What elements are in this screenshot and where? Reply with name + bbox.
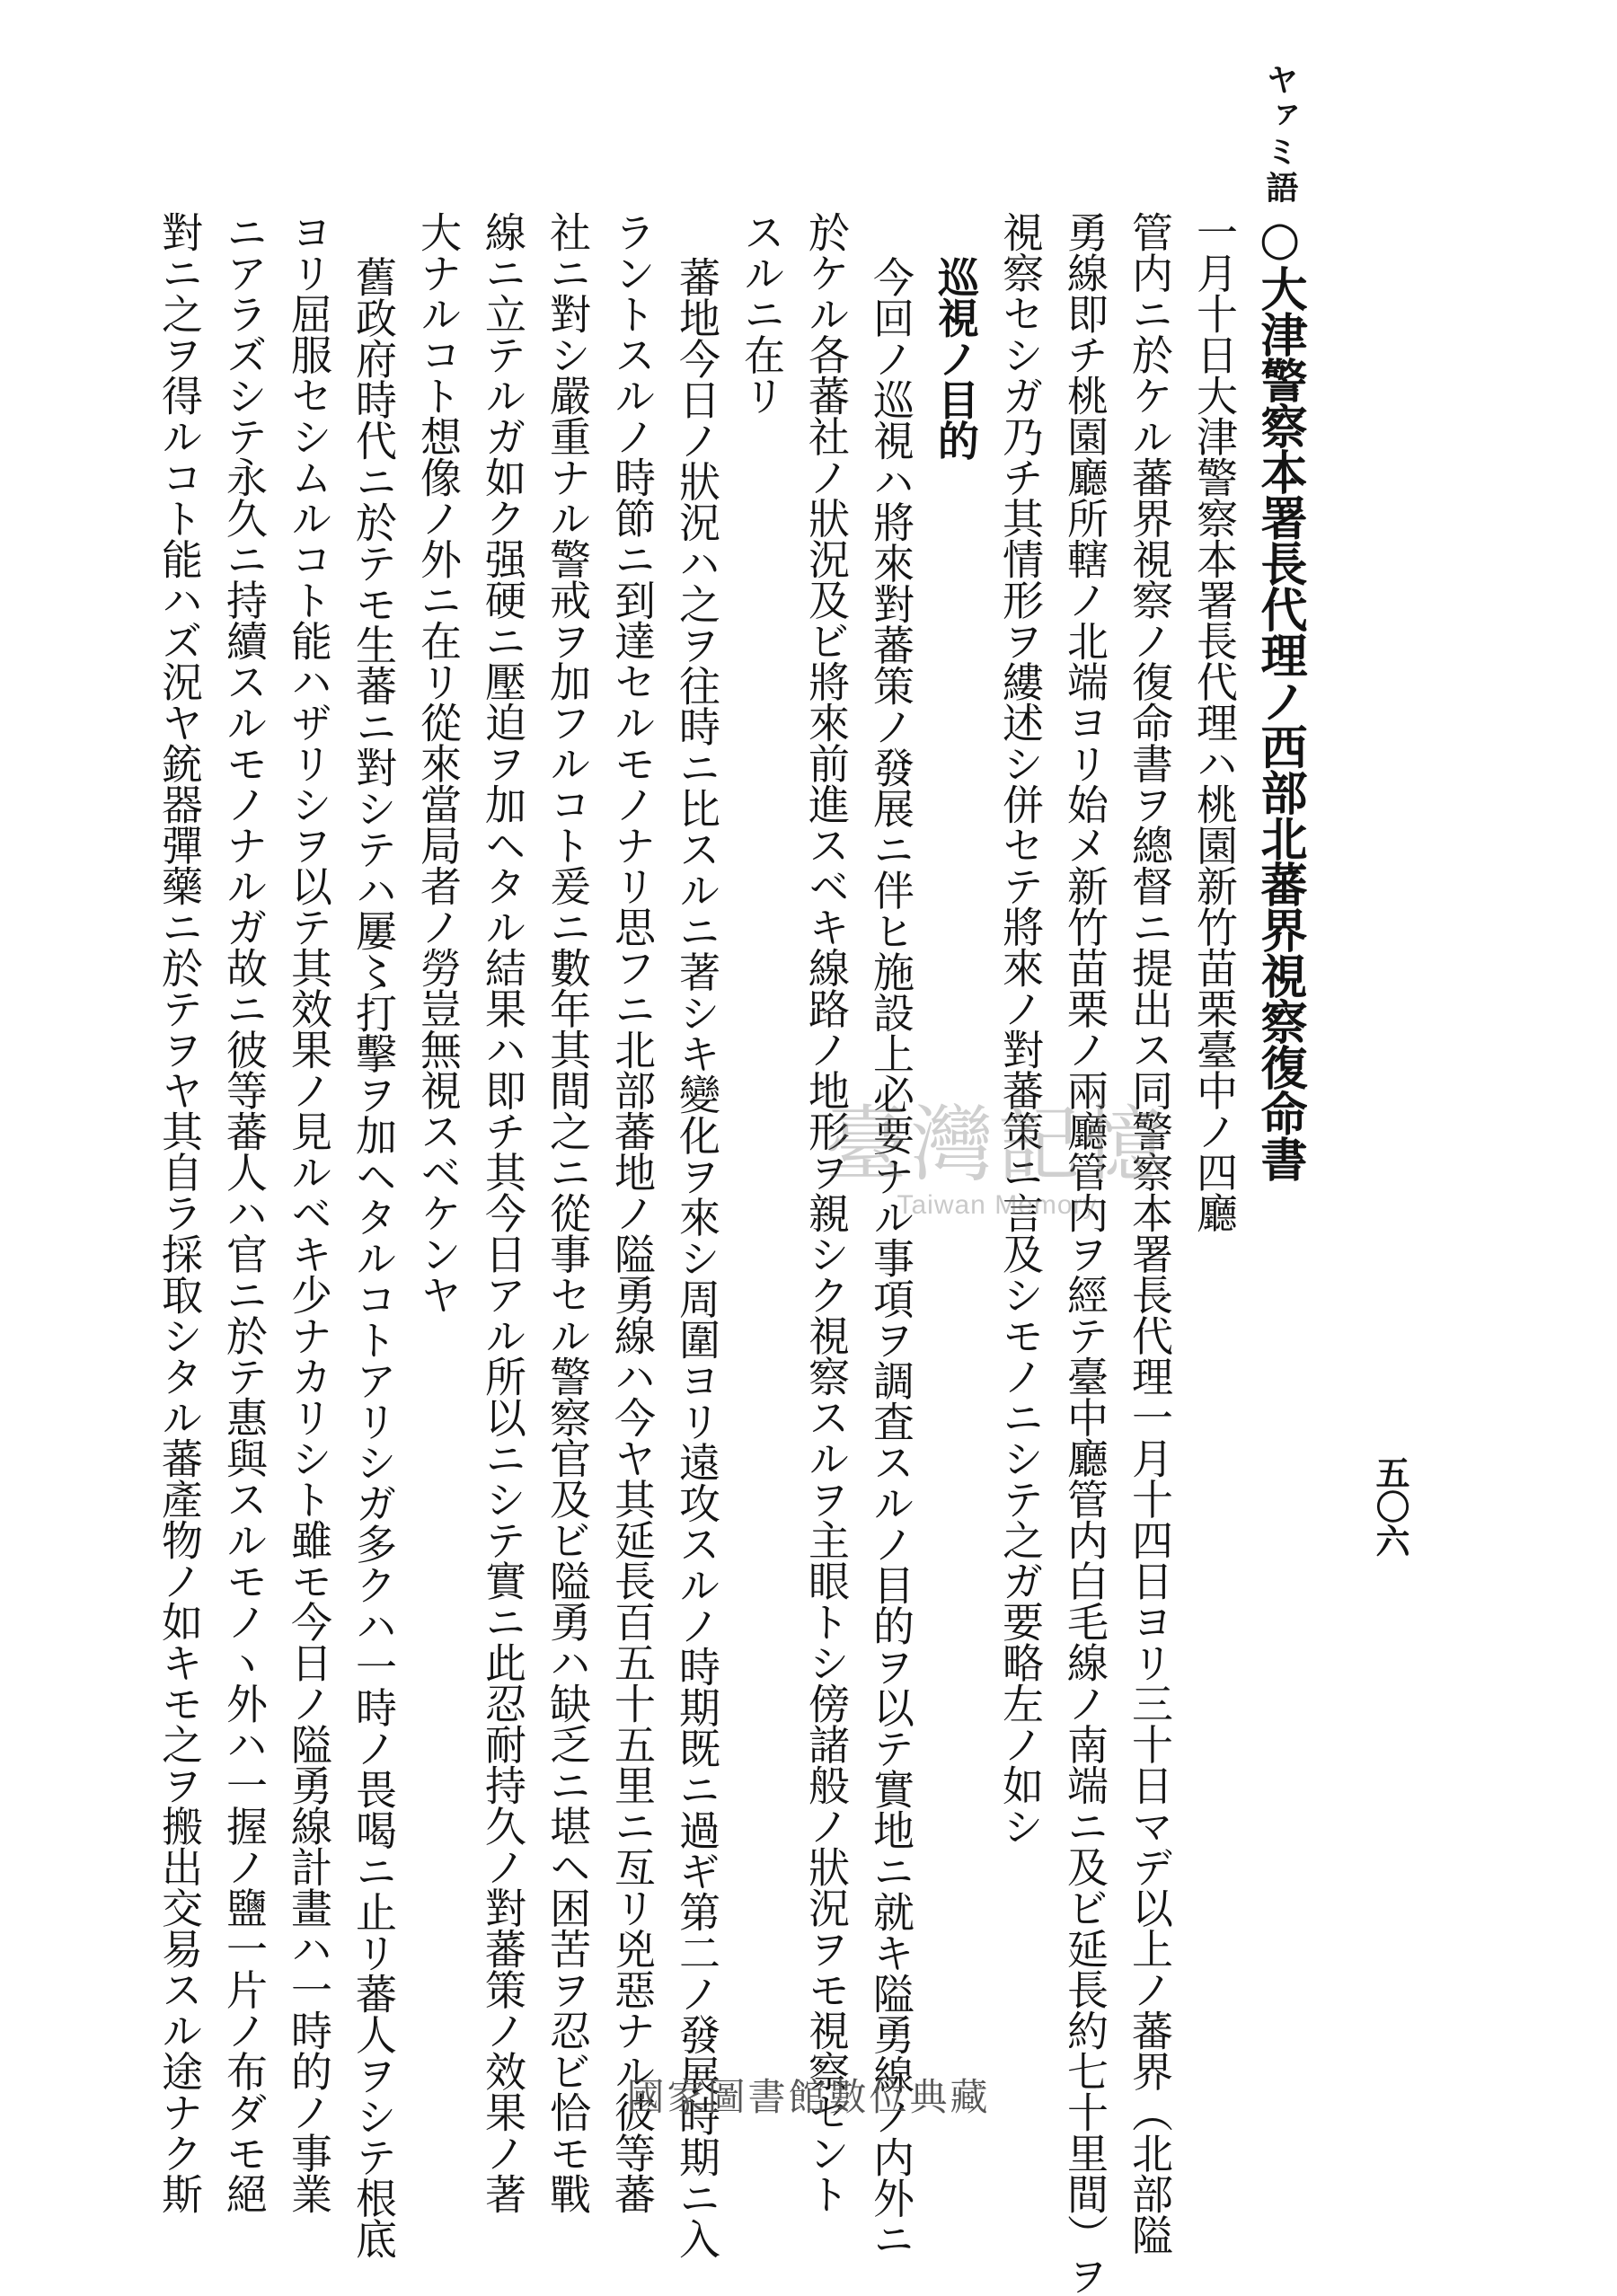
text-column: 蕃地今日ノ狀況ハ之ヲ往時ニ比スルニ著シキ變化ヲ來シ周圍ヨリ遠攻スルノ時期既ニ過ギ第二ノ發展時期ニ入 [673, 256, 721, 2259]
text-column: 舊政府時代ニ於テモ生蕃ニ對シテハ屢〻打擊ヲ加ヘタルコトアリシガ多クハ一時ノ畏喝ニ止リ蕃人ヲシテ根底 [349, 256, 398, 2259]
page-number: 五〇六 [1370, 1455, 1410, 1558]
text-column: ヨリ屈服セシムルコト能ハザリシヲ以テ其效果ノ見ルベキ少ナカリシト雖モ今日ノ隘勇線計畫ハ一時的ノ事業 [285, 211, 333, 2214]
text-column: 對ニ之ヲ得ルコト能ハズ況ヤ銃器彈藥ニ於テヲヤ其自ラ採取シタル蕃產物ノ如キモ之ヲ搬出交易スル途ナク斯 [155, 211, 204, 2214]
article-heading: ○大津警察本署長代理ノ西部北蕃界視察復命書 [1252, 211, 1307, 1181]
text-column: 社ニ對シ嚴重ナル警戒ヲ加フルコト爰ニ數年其間之ニ從事セル警察官及ビ隘勇ハ缺乏ニ堪ヘ困苦ヲ忍ビ恰モ戰 [543, 211, 592, 2214]
watermark-chinese: 臺灣記憶 [824, 1097, 1170, 1193]
text-column: 大ナルコト想像ノ外ニ在リ從來當局者ノ勞豈無視スベケンヤ [414, 211, 463, 1315]
text-column: 今回ノ巡視ハ將來對蕃策ノ發展ニ伴ヒ施設上必要ナル事項ヲ調査スルノ目的ヲ以テ實地ニ就キ隘勇線ノ内外ニ [867, 256, 915, 2259]
text-column: 勇線即チ桃園廳所轄ノ北端ヨリ始メ新竹苗栗ノ兩廳管内ヲ經テ臺中廳管内白毛線ノ南端ニ及ビ延長約七十里間）ヲ [1061, 211, 1109, 2296]
text-column: スルニ在リ [738, 211, 786, 416]
text-column: 一月十日大津警察本署長代理ハ桃園新竹苗栗臺中ノ四廳 [1190, 211, 1239, 1233]
text-column: ラントスルノ時節ニ到達セルモノナリ思フニ北部蕃地ノ隘勇線ハ今ヤ其延長百五十五里ニ亙リ兇惡ナル彼等蕃 [608, 211, 657, 2214]
section-heading: 巡視ノ目的 [932, 256, 980, 461]
watermark-english: Taiwan Memory [897, 1190, 1098, 1220]
text-column: 視察セシガ乃チ其情形ヲ縷述シ併セテ將來ノ對蕃策ニ言及シモノニシテ之ガ要略左ノ如シ [996, 211, 1045, 1846]
running-head: ヤァミ語 [1261, 63, 1299, 207]
library-footer: 國家圖書館數位典藏 [626, 2075, 991, 2119]
text-column: 線ニ立テルガ如ク强硬ニ壓迫ヲ加ヘタル結果ハ即チ其今日アル所以ニシテ實ニ此忍耐持久ノ對蕃策ノ效果ノ著 [479, 211, 527, 2214]
text-column: ニアラズシテ永久ニ持續スルモノナルガ故ニ彼等蕃人ハ官ニ於テ惠與スルモノヽ外ハ一握ノ鹽一片ノ布ダモ絕 [220, 211, 269, 2214]
text-column: 管内ニ於ケル蕃界視察ノ復命書ヲ總督ニ提出ス同警察本署長代理一月十四日ヨリ三十日マデ以上ノ蕃界（北部隘 [1126, 211, 1174, 2255]
text-column: 於ケル各蕃社ノ狀況及ビ將來前進スベキ線路ノ地形ヲ親シク視察スルヲ主眼トシ傍諸般ノ狀況ヲモ視察セント [802, 211, 851, 2214]
